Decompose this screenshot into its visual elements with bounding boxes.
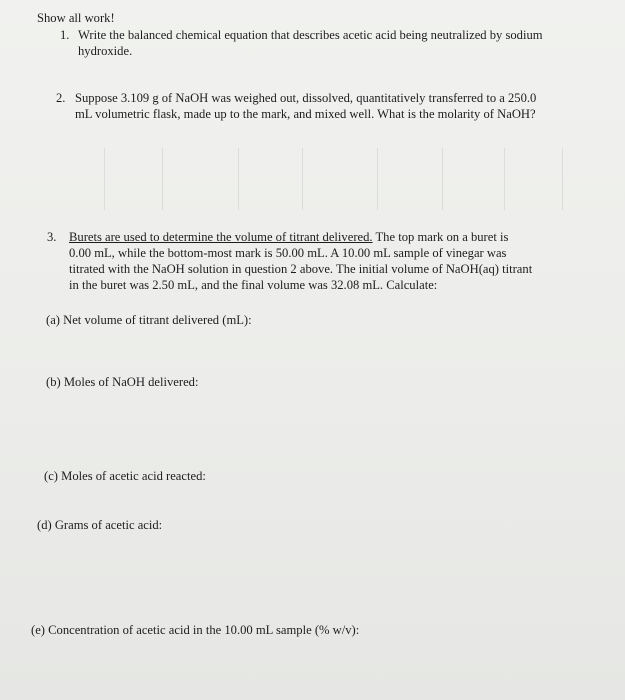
question-3-line-3: titrated with the NaOH solution in question 2 above. The initial volume of NaOH(aq) titrant — [69, 262, 533, 276]
question-3-line-1-rest: The top mark on a buret is — [372, 230, 509, 244]
question-3-number: 3. — [47, 230, 57, 244]
part-d-label: (d) Grams of acetic acid: — [37, 518, 163, 532]
part-a-label: (a) Net volume of titrant delivered (mL): — [46, 313, 252, 327]
question-2-line-2: mL volumetric flask, made up to the mark, and mixed well. What is the molarity of NaOH? — [75, 107, 536, 121]
question-2-number: 2. — [56, 91, 66, 105]
part-e-label: (e) Concentration of acetic acid in the 10.00 mL sample (% w/v): — [31, 623, 360, 637]
show-all-work-heading: Show all work! — [37, 11, 115, 25]
question-1-number: 1. — [60, 28, 70, 42]
question-2-line-1: Suppose 3.109 g of NaOH was weighed out, dissolved, quantitatively transferred to a 250.0 — [75, 91, 537, 105]
question-1-line-2: hydroxide. — [78, 44, 133, 58]
part-c-label: (c) Moles of acetic acid reacted: — [44, 469, 206, 483]
bleed-through-table — [42, 148, 602, 210]
question-3-underlined-statement: Burets are used to determine the volume of titrant delivered. — [69, 230, 373, 244]
question-1-line-1: Write the balanced chemical equation that describes acetic acid being neutralized by sodium — [78, 28, 543, 42]
part-b-label: (b) Moles of NaOH delivered: — [46, 375, 199, 389]
question-3-line-4: in the buret was 2.50 mL, and the final volume was 32.08 mL. Calculate: — [69, 278, 438, 292]
question-3-line-1 — [69, 229, 508, 245]
question-3-line-2: 0.00 mL, while the bottom-most mark is 50.00 mL. A 10.00 mL sample of vinegar was — [69, 246, 507, 260]
